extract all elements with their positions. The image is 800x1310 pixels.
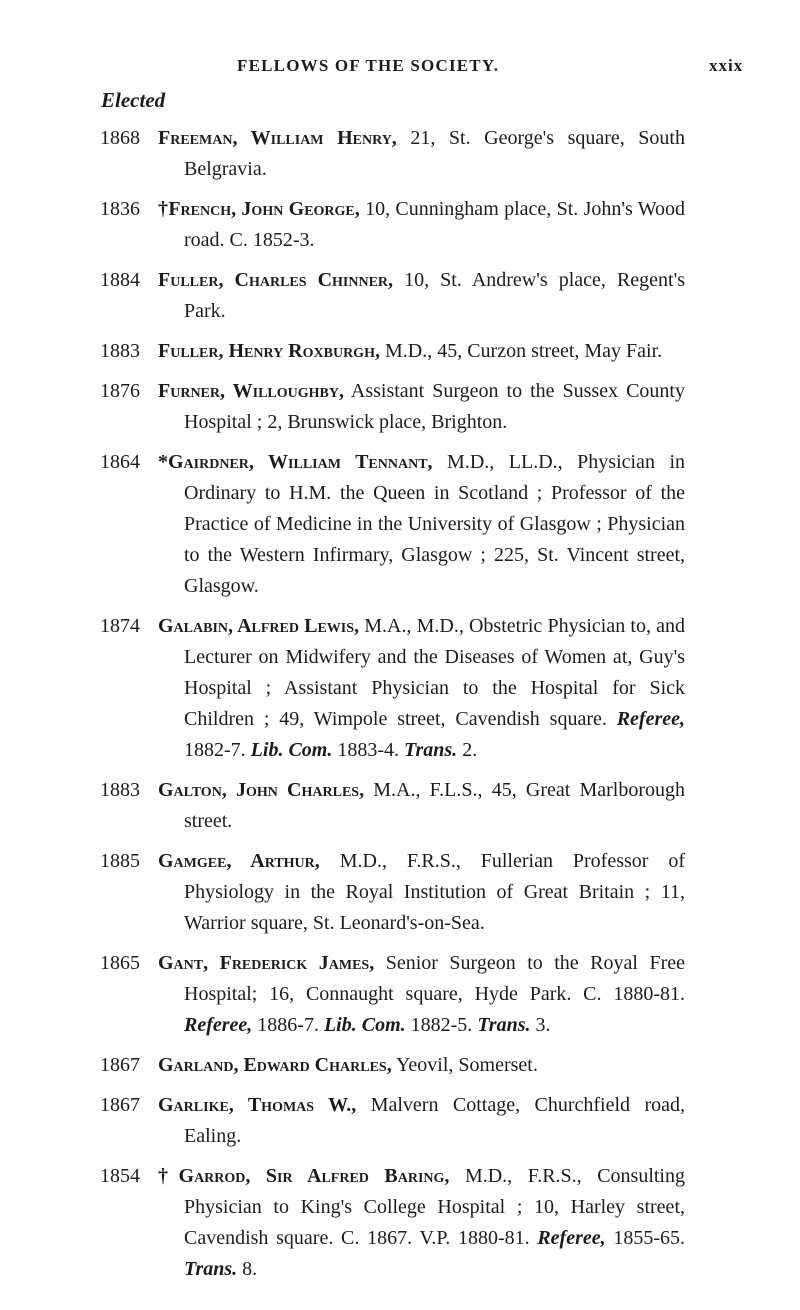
reference-years: 1855-65. (605, 1227, 685, 1249)
fellow-details: 10, Cunningham place, St. John's Wood road. C. 1852-3. (184, 198, 685, 251)
election-year: 1864 (100, 451, 140, 473)
fellow-details: Malvern Cottage, Churchfield road, Ealing. (184, 1094, 685, 1147)
reference-label: Trans. (404, 739, 458, 761)
reference-years: 1882-5. (405, 1014, 473, 1036)
fellow-details: Senior Surgeon to the Royal Free Hospital; 16, Connaught square, Hyde Park. C. 1880-81. (184, 952, 685, 1005)
election-year: 1885 (100, 850, 140, 872)
reference-years: 3. (530, 1014, 551, 1036)
fellow-details: 10, St. Andrew's place, Regent's Park. (184, 269, 685, 322)
fellow-details: Assistant Surgeon to the Sussex County Hospital ; 2, Brunswick place, Brighton. (184, 380, 685, 433)
fellow-name: Gamgee, Arthur, (158, 850, 320, 872)
fellow-entry-text (158, 948, 685, 1041)
fellow-entry-text (158, 336, 685, 367)
fellow-name: Gant, Frederick James, (158, 952, 375, 974)
elected-column-label: Elected (101, 88, 166, 112)
election-year: 1868 (100, 127, 140, 149)
fellow-name: Furner, Willoughby, (158, 380, 344, 402)
fellow-details: M.D., LL.D., Physician in Ordinary to H.M. the Queen in Scotland ; Professor of the Practice of Medicine in the University of Glasgow ; Physician to the Western Infirmary, Glasgow ; 225, St. Vincent street, Glasgow. (184, 451, 686, 597)
fellow-name: Gairdner, William Tennant, (168, 451, 433, 473)
fellow-name: Galabin, Alfred Lewis, (158, 615, 360, 637)
fellow-entry-text (158, 447, 685, 602)
fellow-entry-text (158, 1090, 685, 1152)
fellows-list (100, 123, 685, 1294)
fellow-entry (100, 123, 685, 185)
reference-label: Trans. (477, 1014, 531, 1036)
fellow-name: Freeman, William Henry, (158, 127, 397, 149)
fellow-entry (100, 376, 685, 438)
fellow-details: M.D., F.R.S., Fullerian Professor of Physiology in the Royal Institution of Great Britain ; 11, Warrior square, St. Leonard's-on-Sea. (184, 850, 686, 934)
reference-label: Lib. Com. (250, 739, 333, 761)
running-head (0, 56, 800, 80)
fellow-details: 21, St. George's square, South Belgravia. (184, 127, 685, 180)
fellow-entry-text (158, 611, 685, 766)
election-year: 1865 (100, 952, 140, 974)
running-title: FELLOWS OF THE SOCIETY. (237, 56, 500, 75)
fellow-name: Fuller, Charles Chinner, (158, 269, 394, 291)
reference-label: Referee, (616, 708, 686, 730)
fellow-entry-text (158, 376, 685, 438)
fellow-details: M.A., F.L.S., 45, Great Marlborough street. (184, 779, 685, 832)
fellow-name: Garlike, Thomas W., (158, 1094, 357, 1116)
fellow-entry (100, 1090, 685, 1152)
reference-years: 1882-7. (184, 739, 246, 761)
election-year: 1836 (100, 198, 140, 220)
fellow-entry (100, 1050, 685, 1081)
fellow-entry (100, 336, 685, 367)
fellow-details: M.D., F.R.S., Consulting Physician to King's College Hospital ; 10, Harley street, Cavendish square. C. 1867. V.P. 1880-81. (184, 1165, 685, 1249)
fellow-entry-text (158, 265, 685, 327)
election-year: 1874 (100, 615, 140, 637)
fellow-entry-text (158, 775, 685, 837)
election-year: 1867 (100, 1054, 140, 1076)
fellow-details: M.A., M.D., Obstetric Physician to, and Lecturer on Midwifery and the Diseases of Women at, Guy's Hospital ; Assistant Physician to the Hospital for Sick Children ; 49, Wimpole street, Cavendish square. (184, 615, 685, 730)
election-year: 1883 (100, 340, 140, 362)
fellow-mark: † (158, 198, 169, 220)
fellow-entry (100, 1161, 685, 1285)
fellow-entry-text (158, 846, 685, 939)
fellow-mark: † (158, 1165, 179, 1187)
reference-years: 2. (457, 739, 478, 761)
fellow-entry (100, 447, 685, 602)
fellow-entry-text (158, 1050, 685, 1081)
fellow-entry-text (158, 1161, 685, 1285)
fellow-entry (100, 948, 685, 1041)
fellow-details: M.D., 45, Curzon street, May Fair. (379, 340, 663, 362)
fellow-entry-text (158, 123, 685, 185)
fellow-name: Garland, Edward Charles, (158, 1054, 392, 1076)
reference-label: Referee, (184, 1014, 253, 1036)
fellow-details: Yeovil, Somerset. (391, 1054, 538, 1076)
fellow-entry (100, 775, 685, 837)
election-year: 1867 (100, 1094, 140, 1116)
fellow-entry-text (158, 194, 685, 256)
reference-years: 1883-4. (332, 739, 400, 761)
reference-label: Trans. (184, 1258, 238, 1280)
fellow-name: Galton, John Charles, (158, 779, 365, 801)
fellow-entry (100, 265, 685, 327)
fellow-entry (100, 611, 685, 766)
election-year: 1884 (100, 269, 140, 291)
reference-years: 8. (237, 1258, 258, 1280)
page-number: xxix (709, 56, 744, 75)
fellow-entry (100, 846, 685, 939)
fellow-entry (100, 194, 685, 256)
fellow-name: French, John George, (168, 198, 360, 220)
election-year: 1876 (100, 380, 140, 402)
fellow-name: Garrod, Sir Alfred Baring, (178, 1165, 450, 1187)
reference-label: Referee, (537, 1227, 606, 1249)
fellow-mark: * (158, 451, 168, 473)
reference-years: 1886-7. (252, 1014, 319, 1036)
reference-label: Lib. Com. (323, 1014, 406, 1036)
election-year: 1883 (100, 779, 140, 801)
fellow-name: Fuller, Henry Roxburgh, (158, 340, 380, 362)
election-year: 1854 (100, 1165, 140, 1187)
